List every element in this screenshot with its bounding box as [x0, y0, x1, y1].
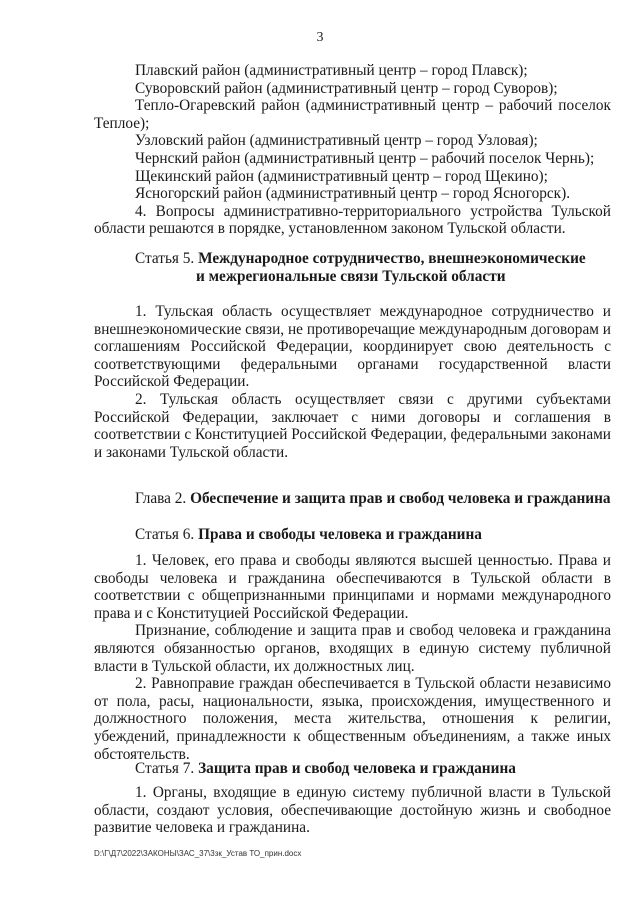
article-5-prefix: Статья 5. [135, 250, 195, 267]
list-item: Суворовский район (административный центр – город Суворов); [135, 79, 558, 97]
paragraph: 2. Равноправие граждан обеспечивается в Тульской области независимо от пола, расы, национальности, языка, происхождения, имущественного и должностного положения, места жительства, отношения к религии, убеждений, принадлежности к общественным объединениям, а также иных обстоятельств. [94, 675, 611, 763]
article-5-body [94, 303, 611, 461]
article-7-title: Защита прав и свобод человека и гражданина [198, 760, 516, 777]
list-item: Узловский район (административный центр – город Узловая); [135, 132, 538, 150]
chapter-2-title: Обеспечение и защита прав и свобод человека и гражданина [190, 490, 611, 507]
article-6-prefix: Статья 6. [135, 526, 195, 543]
district-list [94, 62, 611, 238]
article-5-title-1: Международное сотрудничество, внешнеэкономические [198, 250, 586, 267]
list-item: Ясногорский район (административный центр – город Ясногорск). [135, 185, 571, 203]
article-7-body [94, 784, 611, 837]
list-item: Тепло-Огаревский район (административный центр – рабочий поселок Теплое); [94, 97, 611, 132]
article-7-heading [135, 760, 516, 778]
article-7-prefix: Статья 7. [135, 760, 195, 777]
paragraph: 2. Тульская область осуществляет связи с другими субъектами Российской Федерации, заключает с ними договоры и соглашения в соответствии с Конституцией Российской Федерации, федеральными законами и законами Тульской области. [94, 390, 611, 461]
list-item: Плавский район (административный центр – город Плавск); [135, 62, 528, 79]
article-5-heading-line2 [196, 268, 506, 286]
chapter-2-prefix: Глава 2. [135, 490, 187, 507]
article-5-heading-line1 [135, 250, 586, 268]
paragraph: 1. Органы, входящие в единую систему публичной власти в Тульской области, создают условия, обеспечивающие достойную жизнь и свободное развитие человека и гражданина. [94, 784, 611, 837]
paragraph-item-4: 4. Вопросы административно-территориального устройства Тульской области решаются в порядке, установленном законом Тульской области. [94, 202, 611, 238]
article-6-body [94, 552, 611, 763]
article-5-title-2: и межрегиональные связи Тульской области [196, 268, 506, 285]
page-number: 3 [316, 30, 324, 45]
list-item: Щекинский район (административный центр – город Щекино); [135, 167, 548, 185]
paragraph: 1. Человек, его права и свободы являются высшей ценностью. Права и свободы человека и гражданина обеспечиваются в Тульской области в соответствии с общепризнанными принципами и нормами международного права и с Конституцией Российской Федерации. [94, 552, 611, 622]
list-item: Чернский район (административный центр – рабочий поселок Чернь); [135, 149, 595, 167]
paragraph: 1. Тульская область осуществляет международное сотрудничество и внешнеэкономические связи, не противоречащие международным договорам и соглашениям Российской Федерации, координирует свою деятельность с соответствующими федеральными органами государственной власти Российской Федерации. [94, 303, 611, 391]
paragraph: Признание, соблюдение и защита прав и свобод человека и гражданина являются обязанностью органов, входящих в единую систему публичной власти в Тульской области, их должностных лиц. [94, 622, 611, 675]
chapter-2-heading [135, 490, 611, 508]
article-6-title: Права и свободы человека и гражданина [198, 526, 482, 543]
file-path-footer: D:\Г\Д7\2022\ЗАКОНЫ\ЗАС_37\3зк_Устав ТО_прин.docx [94, 849, 302, 858]
article-6-heading [135, 526, 482, 544]
